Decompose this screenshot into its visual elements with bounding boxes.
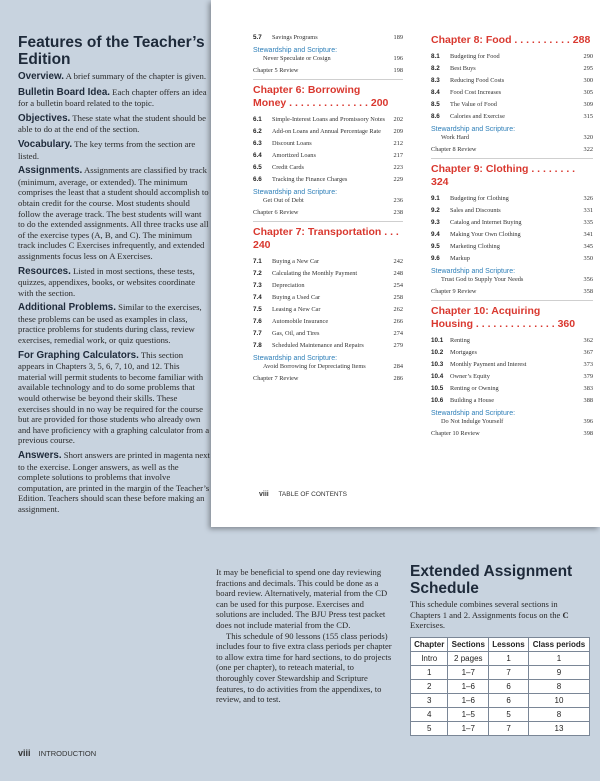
feature-term: Overview.: [18, 71, 64, 82]
feature-item: [18, 139, 210, 161]
stewardship-title: Never Speculate or Cosign: [263, 55, 331, 62]
toc-entry-title: Leasing a New Car: [272, 306, 321, 313]
toc-entry-title: Savings Programs: [272, 34, 318, 41]
review-page: 286: [393, 375, 403, 382]
toc-entry: [431, 337, 593, 345]
review-page: 322: [583, 146, 593, 153]
toc-entry-number: 10.1: [431, 337, 444, 344]
toc-entry: [431, 101, 593, 109]
stewardship-entry: [263, 197, 403, 205]
toc-entry: [253, 34, 403, 42]
toc-entry: [431, 113, 593, 121]
toc-entry-title: Markup: [450, 255, 470, 262]
toc-entry-number: 9.4: [431, 231, 440, 238]
feature-item: [18, 165, 210, 261]
toc-entry-title: Owner’s Equity: [450, 373, 490, 380]
toc-entry: [431, 219, 593, 227]
toc-entry-page: 209: [393, 128, 403, 135]
table-cell: 1–6: [448, 693, 489, 707]
toc-entry-number: 7.3: [253, 282, 262, 289]
toc-entry-number: 8.2: [431, 65, 440, 72]
feature-term: Objectives.: [18, 112, 71, 124]
toc-entry: [253, 176, 403, 184]
toc-entry-page: 388: [583, 397, 593, 404]
toc-entry: [431, 255, 593, 263]
feature-item: [18, 113, 210, 135]
toc-entry-page: 223: [393, 164, 403, 171]
chapter-title: Chapter 6: Borrowing: [253, 84, 361, 96]
stewardship-heading: Stewardship and Scripture:: [253, 47, 338, 54]
toc-entry-title: Building a House: [450, 397, 495, 404]
toc-entry-page: 326: [583, 195, 593, 202]
chapter-review: [431, 288, 593, 296]
feature-text: The key terms from the section are listed.: [18, 138, 196, 161]
stewardship-title: Trust God to Supply Your Needs: [441, 276, 524, 283]
table-row: [411, 721, 590, 735]
review-title: Chapter 5 Review: [253, 67, 299, 74]
toc-entry-page: 305: [583, 89, 593, 96]
toc-entry-title: Making Your Own Clothing: [450, 231, 521, 238]
stewardship-entry: [441, 134, 593, 142]
divider: [253, 221, 403, 222]
toc-entry-page: 309: [583, 101, 593, 108]
toc-entry-number: 6.2: [253, 128, 262, 135]
table-cell: 1: [528, 651, 589, 665]
table-cell: 5: [489, 707, 529, 721]
feature-term: Vocabulary.: [18, 138, 73, 150]
toc-entry-number: 10.4: [431, 373, 444, 380]
feature-text: Listed in most sections, these tests, quizzes, appendixes, books, or websites coordinate with the section.: [18, 265, 196, 298]
schedule-description: [410, 599, 588, 631]
toc-entry-title: Mortgages: [450, 349, 477, 356]
chapter-title: Chapter 8: Food . . . . . . . . . . 288: [431, 34, 591, 46]
toc-entry-title: Discount Loans: [272, 140, 312, 147]
feature-term: Answers.: [18, 450, 62, 461]
toc-entry-number: 9.1: [431, 195, 440, 202]
toc-entry-number: 6.5: [253, 164, 262, 171]
stewardship-heading: Stewardship and Scripture:: [431, 126, 516, 133]
stewardship-page: 284: [393, 363, 403, 370]
feature-item: [18, 450, 210, 515]
toc-entry: [253, 318, 403, 326]
toc-entry-page: 202: [393, 116, 403, 123]
stewardship-page: 356: [583, 276, 593, 283]
toc-entry-title: Buying a New Car: [272, 258, 320, 265]
toc-entry: [253, 330, 403, 338]
chapter-heading: [253, 84, 403, 110]
table-cell: 9: [528, 665, 589, 679]
toc-entry-number: 7.1: [253, 258, 262, 265]
toc-entry-title: The Value of Food: [450, 101, 497, 108]
toc-entry-page: 362: [583, 337, 593, 344]
feature-item: [18, 350, 210, 446]
feature-term: For Graphing Calculators.: [18, 349, 139, 361]
stewardship-title: Work Hard: [441, 134, 469, 141]
table-cell: 5: [411, 721, 448, 735]
stewardship-title: Avoid Borrowing for Depreciating Items: [263, 363, 366, 370]
chapter-heading: [431, 163, 593, 189]
toc-entry: [431, 53, 593, 61]
toc-entry-number: 9.5: [431, 243, 440, 250]
table-cell: Intro: [411, 651, 448, 665]
toc-entry-number: 8.3: [431, 77, 440, 84]
toc-entry: [431, 89, 593, 97]
toc-entry-number: 7.2: [253, 270, 262, 277]
toc-entry: [431, 361, 593, 369]
schedule-table: [410, 637, 590, 736]
toc-entry-title: Simple-Interest Loans and Promissory Notes: [272, 116, 385, 123]
toc-entry-title: Depreciation: [272, 282, 305, 289]
toc-footer: [259, 491, 347, 498]
table-cell: 3: [411, 693, 448, 707]
toc-entry: [253, 342, 403, 350]
stewardship-entry: [441, 418, 593, 426]
feature-term: Assignments.: [18, 165, 83, 177]
toc-entry: [253, 258, 403, 266]
chapter-title: Chapter 10: Acquiring: [431, 305, 541, 317]
toc-entry-number: 7.7: [253, 330, 262, 337]
table-header-cell: Sections: [448, 637, 489, 651]
toc-entry-number: 8.4: [431, 89, 440, 96]
table-cell: 13: [528, 721, 589, 735]
toc-column-right: [431, 34, 593, 442]
toc-entry-number: 6.3: [253, 140, 262, 147]
toc-entry-title: Calculating the Monthly Payment: [272, 270, 358, 277]
feature-term: Resources.: [18, 265, 71, 277]
feature-text: Similar to the exercises, these problems can be used as examples in class, practice problems for students during class, review exercises, remedial work, or quiz questions.: [18, 302, 202, 346]
toc-entry: [253, 128, 403, 136]
review-title: Chapter 6 Review: [253, 209, 299, 216]
intro-text: [216, 567, 392, 705]
table-cell: 1: [489, 651, 529, 665]
toc-entry-page: 290: [583, 53, 593, 60]
toc-entry: [253, 270, 403, 278]
toc-entry: [431, 373, 593, 381]
feature-text: Short answers are printed in magenta next to the exercise. Longer answers, as well as the complete solutions to problems that involve computation, are printed in the margin of the Teacher’s Edition. Teachers should scan these before making an assignment.: [18, 450, 210, 514]
toc-entry-number: 7.4: [253, 294, 262, 301]
toc-entry-number: 7.5: [253, 306, 262, 313]
toc-entry-page: 229: [393, 176, 403, 183]
feature-text: Each chapter offers an idea for a bulletin board related to the topic.: [18, 86, 207, 109]
chapter-review: [253, 209, 403, 217]
table-row: [411, 707, 590, 721]
toc-entry-page: 242: [393, 258, 403, 265]
toc-entry-title: Tracking the Finance Charges: [272, 176, 348, 183]
toc-entry: [253, 116, 403, 124]
toc-column-left: [253, 34, 403, 387]
stewardship-entry: [441, 276, 593, 284]
features-title: Features of the Teacher’s Edition: [18, 34, 205, 68]
extended-schedule: [410, 563, 588, 736]
toc-entry-number: 6.1: [253, 116, 262, 123]
toc-entry: [431, 65, 593, 73]
toc-entry-number: 7.8: [253, 342, 262, 349]
toc-entry: [431, 385, 593, 393]
toc-entry: [431, 231, 593, 239]
table-cell: 1–7: [448, 665, 489, 679]
chapter-review: [431, 430, 593, 438]
chapter-heading: [253, 226, 403, 252]
chapter-heading: [431, 34, 593, 47]
toc-entry: [253, 164, 403, 172]
table-row: [411, 679, 590, 693]
table-cell: 6: [489, 679, 529, 693]
stewardship-entry: [263, 363, 403, 371]
feature-text: This section appears in Chapters 3, 5, 6, 7, 10, and 12. This material will permit students to become familiar with available technology and to do some problems that would otherwise be beyond their skills. These exercises should in no way be required for the course but are provided for those students who already own and have proficiency with a graphing calculator from a previous course.: [18, 349, 210, 446]
review-page: 238: [393, 209, 403, 216]
toc-entry: [253, 306, 403, 314]
toc-entry-page: 367: [583, 349, 593, 356]
toc-entry-number: 9.2: [431, 207, 440, 214]
divider: [253, 79, 403, 80]
page-number: viii: [18, 748, 31, 758]
toc-entry-page: 266: [393, 318, 403, 325]
toc-entry-title: Monthly Payment and Interest: [450, 361, 527, 368]
page-footer: [18, 748, 96, 758]
table-header-row: [411, 637, 590, 651]
table-cell: 4: [411, 707, 448, 721]
review-page: 358: [583, 288, 593, 295]
toc-entry-page: 345: [583, 243, 593, 250]
toc-entry-title: Sales and Discounts: [450, 207, 501, 214]
toc-entry: [431, 207, 593, 215]
toc-entry-number: 7.6: [253, 318, 262, 325]
feature-item: [18, 71, 210, 83]
toc-entry-title: Best Buys: [450, 65, 476, 72]
table-cell: 6: [489, 693, 529, 707]
feature-text: A brief summary of the chapter is given.: [65, 71, 207, 81]
divider: [431, 158, 593, 159]
stewardship-page: 320: [583, 134, 593, 141]
chapter-title: Money . . . . . . . . . . . . . . 200: [253, 97, 389, 109]
toc-entry-number: 10.5: [431, 385, 444, 392]
toc-entry-number: 10.6: [431, 397, 444, 404]
feature-term: Additional Problems.: [18, 302, 116, 314]
toc-entry-page: 295: [583, 65, 593, 72]
feature-term: Bulletin Board Idea.: [18, 86, 110, 98]
toc-entry-number: 6.4: [253, 152, 262, 159]
toc-entry-title: Credit Cards: [272, 164, 305, 171]
feature-item: [18, 266, 210, 299]
table-cell: 7: [489, 665, 529, 679]
stewardship-heading: Stewardship and Scripture:: [253, 189, 338, 196]
table-cell: 1–5: [448, 707, 489, 721]
chapter-title: Chapter 7: Transportation . . . 240: [253, 226, 399, 251]
toc-entry-title: Gas, Oil, and Tires: [272, 330, 320, 337]
table-cell: 2 pages: [448, 651, 489, 665]
review-title: Chapter 9 Review: [431, 288, 477, 295]
feature-item: [18, 87, 210, 109]
table-cell: 10: [528, 693, 589, 707]
toc-entry-number: 10.2: [431, 349, 444, 356]
toc-entry-number: 9.6: [431, 255, 440, 262]
toc-entry-page: 274: [393, 330, 403, 337]
toc-page-number: viii: [259, 491, 269, 498]
toc-entry: [431, 195, 593, 203]
toc-entry-title: Automobile Insurance: [272, 318, 329, 325]
toc-entry: [253, 282, 403, 290]
table-cell: 8: [528, 679, 589, 693]
table-cell: 1–6: [448, 679, 489, 693]
toc-entry-page: 373: [583, 361, 593, 368]
toc-entry-page: 379: [583, 373, 593, 380]
toc-entry: [253, 294, 403, 302]
stewardship-title: Get Out of Debt: [263, 197, 304, 204]
toc-entry-title: Food Cost Increases: [450, 89, 502, 96]
toc-entry-number: 6.6: [253, 176, 262, 183]
feature-item: [18, 302, 210, 345]
chapter-review: [253, 67, 403, 75]
intro-paragraph: This schedule of 90 lessons (155 class periods) includes four to five extra class periods per chapter to allow extra time for hard sections, to do projects (one per chapter), to reteach material, to thoroughly cover Stewardship and Scripture features, to do activities from the appendixes, to review, and to test.: [216, 630, 392, 705]
table-row: [411, 693, 590, 707]
toc-page: [211, 0, 600, 527]
stewardship-page: 236: [393, 197, 403, 204]
toc-entry-page: 258: [393, 294, 403, 301]
toc-entry-title: Buying a Used Car: [272, 294, 321, 301]
chapter-review: [431, 146, 593, 154]
stewardship-heading: Stewardship and Scripture:: [431, 268, 516, 275]
toc-entry-page: 248: [393, 270, 403, 277]
toc-entry-page: 189: [393, 34, 403, 41]
chapter-title: Housing . . . . . . . . . . . . . . 360: [431, 318, 576, 330]
toc-entry: [431, 77, 593, 85]
review-page: 198: [393, 67, 403, 74]
stewardship-page: 196: [393, 55, 403, 62]
toc-footer-label: TABLE OF CONTENTS: [278, 491, 347, 498]
toc-entry-page: 254: [393, 282, 403, 289]
chapter-title: Chapter 9: Clothing . . . . . . . . 324: [431, 163, 576, 188]
toc-entry-title: Add-on Loans and Annual Percentage Rate: [272, 128, 381, 135]
toc-entry-title: Budgeting for Food: [450, 53, 500, 60]
toc-entry-number: 8.1: [431, 53, 440, 60]
stewardship-entry: [263, 55, 403, 63]
chapter-heading: [431, 305, 593, 331]
toc-entry-title: Catalog and Internet Buying: [450, 219, 522, 226]
toc-entry-number: 9.3: [431, 219, 440, 226]
review-title: Chapter 10 Review: [431, 430, 480, 437]
table-cell: 7: [489, 721, 529, 735]
table-header-cell: Class periods: [528, 637, 589, 651]
schedule-desc-end: Exercises.: [410, 620, 446, 631]
chapter-review: [253, 375, 403, 383]
toc-entry-page: 350: [583, 255, 593, 262]
intro-paragraph: It may be beneficial to spend one day reviewing fractions and decimals. This could be done as a board review. Alternatively, material from the CD can be used for this purpose. Exercises and solutions are included. The BJU Press test packet does not include material from the CD.: [216, 567, 388, 630]
toc-entry-title: Scheduled Maintenance and Repairs: [272, 342, 364, 349]
toc-entry-number: 5.7: [253, 34, 262, 41]
toc-entry-title: Budgeting for Clothing: [450, 195, 509, 202]
stewardship-heading: Stewardship and Scripture:: [431, 410, 516, 417]
review-title: Chapter 8 Review: [431, 146, 477, 153]
table-row: [411, 665, 590, 679]
toc-entry-page: 331: [583, 207, 593, 214]
toc-entry-page: 217: [393, 152, 403, 159]
toc-entry-title: Amortized Loans: [272, 152, 316, 159]
toc-entry-page: 279: [393, 342, 403, 349]
review-page: 398: [583, 430, 593, 437]
toc-entry: [253, 152, 403, 160]
toc-entry-page: 262: [393, 306, 403, 313]
table-cell: 8: [528, 707, 589, 721]
toc-entry-page: 335: [583, 219, 593, 226]
toc-entry-page: 300: [583, 77, 593, 84]
toc-entry-title: Renting: [450, 337, 470, 344]
toc-entry-title: Reducing Food Costs: [450, 77, 505, 84]
table-header-cell: Chapter: [411, 637, 448, 651]
table-row: [411, 651, 590, 665]
schedule-desc-text: This schedule combines several sections in Chapters 1 and 2. Assignments focus on the: [410, 599, 563, 620]
toc-entry-title: Renting or Owning: [450, 385, 499, 392]
table-body: [411, 651, 590, 735]
page-footer-label: INTRODUCTION: [38, 749, 97, 758]
toc-entry-title: Marketing Clothing: [450, 243, 500, 250]
schedule-title: Extended Assignment Schedule: [410, 563, 573, 597]
toc-entry-number: 8.6: [431, 113, 440, 120]
toc-entry-number: 8.5: [431, 101, 440, 108]
table-cell: 2: [411, 679, 448, 693]
toc-entry: [431, 397, 593, 405]
features-list: [18, 71, 210, 515]
toc-entry: [431, 349, 593, 357]
stewardship-heading: Stewardship and Scripture:: [253, 355, 338, 362]
schedule-desc-bold: C: [562, 609, 569, 620]
toc-entry-number: 10.3: [431, 361, 444, 368]
divider: [431, 300, 593, 301]
table-header-cell: Lessons: [489, 637, 529, 651]
feature-text: Assignments are classified by track (minimum, average, or extended). The minimum comprises the least that a student should accomplish to obtain credit for the course. Most students should follow the average track. The best students will want to do the extended assignments. All three tracks use all of the exercise types (A, B, and C). The minimum track includes C Exercises infrequently, and extended assignments focus less on A Exercises.: [18, 165, 209, 261]
toc-entry-page: 315: [583, 113, 593, 120]
feature-text: These state what the student should be able to do at the end of the section.: [18, 112, 206, 135]
toc-entry: [431, 243, 593, 251]
stewardship-title: Do Not Indulge Yourself: [441, 418, 504, 425]
stewardship-page: 396: [583, 418, 593, 425]
review-title: Chapter 7 Review: [253, 375, 299, 382]
toc-entry-title: Calories and Exercise: [450, 113, 505, 120]
toc-entry-page: 383: [583, 385, 593, 392]
table-cell: 1: [411, 665, 448, 679]
toc-entry-page: 212: [393, 140, 403, 147]
toc-entry: [253, 140, 403, 148]
toc-entry-page: 341: [583, 231, 593, 238]
features-section: [18, 34, 210, 519]
table-cell: 1–7: [448, 721, 489, 735]
